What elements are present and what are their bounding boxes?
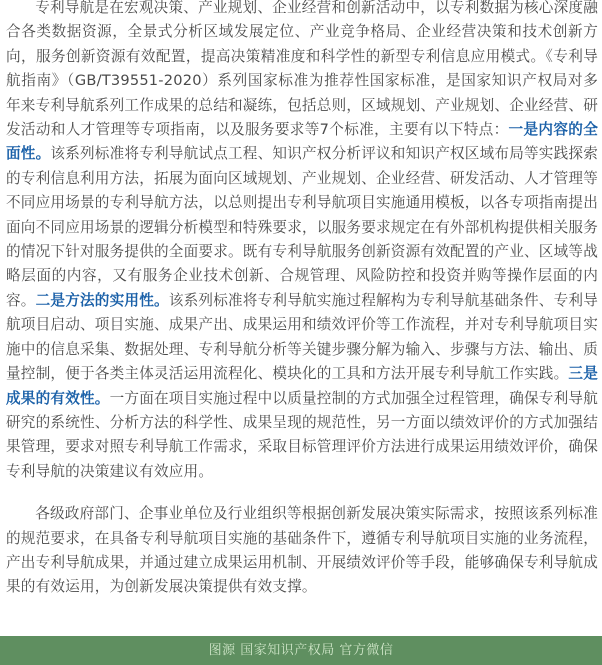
feature-3-heading: 三是成果的有效性。 [6, 365, 599, 407]
paragraph-1-text-2: 该系列标准将专利导航试点工程、知识产权分析评议和知识产权区域布局等实践探索的专利信息利用方法，拓展为面向区域规划、产业规划、企业经营、研发活动、人才管理等不同应用场景的专利导航方法，以总则提出专利导航项目实施通用模板，以各专项指南提出面向不同应用场景的逻辑分析模型和特殊要求，以服务要求规定在有外部机构提供相关服务的情况下针对服务提供的全面要求。既有专利导航服务创新资源有效配置的产业、区域等战略层面的内容，又有服务企业技术创新、合规管理、风险防控和投资并购等操作层面的内容。 [6, 145, 598, 309]
paragraph-1-text-1: 专利导航是在宏观决策、产业规划、企业经营和创新活动中，以专利数据为核心深度融合各类数据资源，全景式分析区域发展定位、产业竞争格局、企业经营决策和技术创新方向，服务创新资源有效配置，提高决策精准度和科学性的新型专利信息应用模式。《专利导航指南》（GB/T39551-2020）系列国家标准为推荐性国家标准，是国家知识产权局对多年来专利导航系列工作成果的总结和凝练，包括总则，区域规划、产业规划、企业经营、研发活动和人才管理等专项指南，以及服务要求等7个标准，主要有以下特点： [6, 0, 598, 139]
image-source-caption [0, 636, 602, 665]
feature-1-heading: 一是内容的全面性。 [6, 121, 599, 163]
article-paragraph-2: 各级政府部门、企事业单位及行业组织等根据创新发展决策实际需求，按照该系列标准的规范要求，在具备专利导航项目实施的基础条件下，遵循专利导航项目实施的业务流程，产出专利导航成果，并通过建立成果运用机制、开展绩效评价等手段，能够确保专利导航成果的有效运用，为创新发展决策提供有效支撑。 [6, 505, 598, 596]
paragraph-1-text-3: 该系列标准将专利导航实施过程解构为专利导航基础条件、专利导航项目启动、项目实施、成果产出、成果运用和绩效评价等工作流程，并对专利导航项目实施中的信息采集、数据处理、专利导航分析等关键步骤分解为输入、步骤与方法、输出、质量控制，便于各类主体灵活运用流程化、模块化的工具和方法开展专利导航工作实践。 [6, 291, 598, 383]
article-paragraph-1 [6, 0, 598, 484]
feature-2-heading: 二是方法的实用性。 [35, 291, 169, 309]
article-body [6, 0, 598, 600]
paragraph-1-text-4: 一方面在项目实施过程中以质量控制的方式加强全过程管理，确保专利导航研究的系统性、分析方法的科学性、成果呈现的规范性，另一方面以绩效评价的方式加强结果管理，要求对照专利导航工作需求，采取目标管理评价方法进行成果运用绩效评价，确保专利导航的决策建议有效应用。 [6, 389, 598, 480]
image-source-caption-text: 图源 国家知识产权局 官方微信 [208, 643, 394, 658]
